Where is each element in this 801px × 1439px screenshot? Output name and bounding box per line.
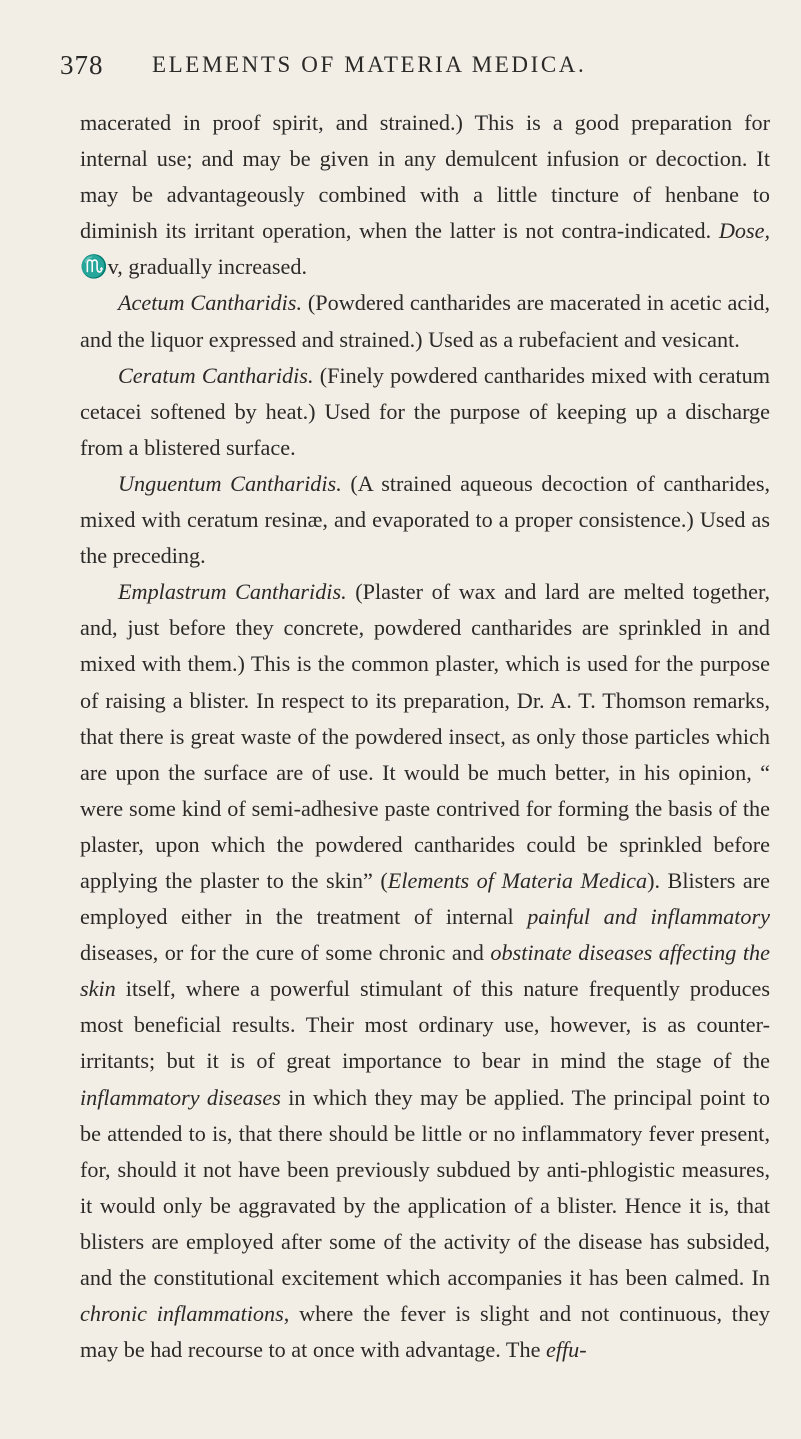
entry-title: Acetum Cantharidis. xyxy=(118,290,302,316)
body-text xyxy=(80,105,770,1368)
emphasis: painful and inflammatory xyxy=(527,904,771,930)
page-number: 378 xyxy=(60,50,104,80)
emphasis: chronic inflammations xyxy=(80,1301,284,1327)
running-head: ELEMENTS OF MATERIA MEDICA. xyxy=(152,52,587,77)
text-run: (Plaster of wax and lard are melted together, and, just before they concrete, powdered cantharides are sprinkled in and mixed with them.) This is the common plaster, which is used for the purpose of raising a blister. In respect to its preparation, Dr. A. T. Thomson remarks, that there is great waste of the powdered insect, as only those particles which are upon the surface are of use. It would be much better, in his opinion, “ were some kind of semi-adhesive paste contrived for forming the basis of the plaster, upon which the powdered cantharides could be sprinkled before applying the plaster to the skin” ( xyxy=(80,579,770,893)
entry-title: Ceratum Cantharidis. xyxy=(118,362,314,388)
entry-text: (A strained aqueous decoction of cantharides, mixed with ceratum resinæ, and evaporated to a proper consistence.) Used as the preceding. xyxy=(80,470,770,569)
emphasis: inflammatory diseases xyxy=(80,1084,281,1110)
entry-text: (Finely powdered cantharides mixed with ceratum cetacei softened by heat.) Used for the purpose of keeping up a discharge from a blistered surface. xyxy=(80,362,771,460)
text-run: macerated in proof spirit, and strained.) This is a good preparation for internal use; and may be given in any demulcent infusion or decoction. It may be advantageously combined with a little tincture of henbane to diminish its irritant operation, when the latter is not contra-indicated. xyxy=(80,110,770,244)
text-run: in which they may be applied. The principal point to be attended to is, that there should be little or no inflammatory fever present, for, should it not have been previously subdued by anti-phlogistic measures, it would only be aggravated by the application of a blister. Hence it is, that blisters are employed after some of the activity of the disease has subsided, and the constitutional excitement which accompanies it has been calmed. In xyxy=(80,1084,770,1290)
book-reference: Elements of Materia Medica xyxy=(387,867,648,893)
entry-title: Emplastrum Cantharidis. xyxy=(118,579,347,605)
page-header xyxy=(60,50,761,86)
text-run: ). Blisters are employed either in the treatment of internal xyxy=(80,867,770,930)
paragraph-continued xyxy=(80,105,770,285)
entry-unguentum-cantharidis xyxy=(80,466,770,574)
text-run: ♏v, gradually increased. xyxy=(80,254,308,280)
dose-label: Dose, xyxy=(718,218,770,244)
entry-ceratum-cantharidis xyxy=(80,358,770,466)
entry-emplastrum-cantharidis xyxy=(80,574,770,1368)
text-run: itself, where a powerful stimulant of this nature frequently produces most beneficial results. Their most ordinary use, however, is as counter-irritants; but it is of great importance to bear in mind the stage of the xyxy=(80,976,770,1074)
emphasis: effu- xyxy=(545,1337,587,1363)
entry-text: (Powdered cantharides are macerated in acetic acid, and the liquor expressed and strained.) Used as a rubefacient and vesicant. xyxy=(80,290,771,352)
entry-acetum-cantharidis xyxy=(80,285,770,357)
entry-title: Unguentum Cantharidis. xyxy=(118,470,342,496)
text-run: , where the fever is slight and not continuous, they may be had recourse to at once with advantage. The xyxy=(80,1301,770,1363)
emphasis: obstinate diseases affecting the skin xyxy=(80,940,770,1002)
text-run: diseases, or for the cure of some chronic and xyxy=(80,940,491,966)
